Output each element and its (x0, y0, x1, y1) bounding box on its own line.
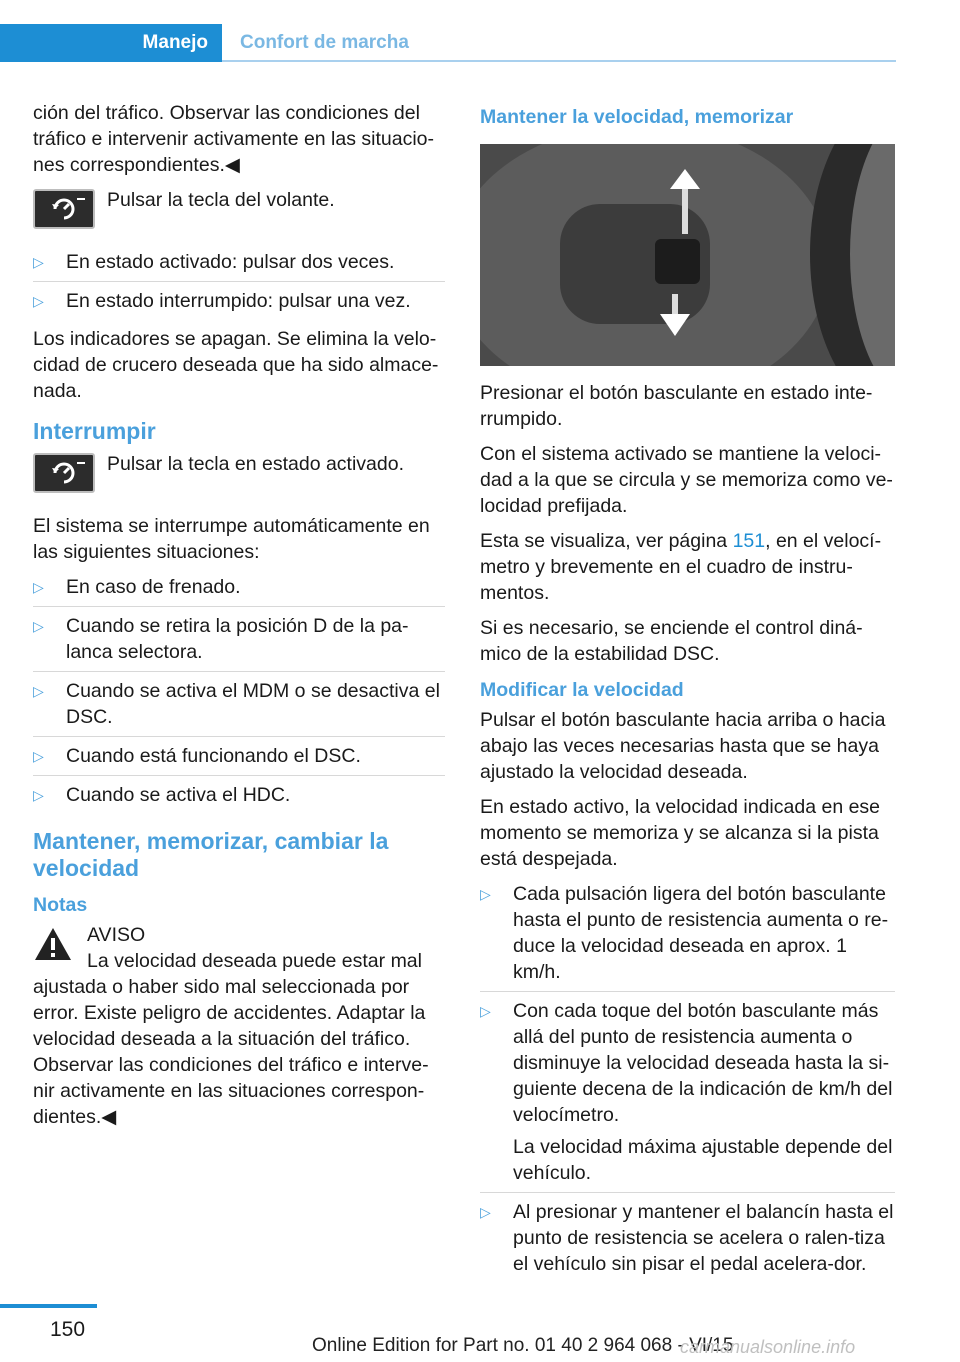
bullet-triangle-icon: ▷ (33, 683, 44, 699)
list-item: ▷ Cuando se activa el MDM o se desactiva el DSC. (33, 678, 445, 737)
paragraph: Pulsar el botón basculante hacia arriba o hacia abajo las veces necesarias hasta que se haya ajustado la velocidad deseada. (480, 709, 886, 783)
cruise-control-key-icon (33, 453, 95, 493)
footer-accent-line (0, 1304, 97, 1308)
page-reference-link[interactable]: 151 (732, 530, 766, 552)
list-item: ▷ Cuando está funcionando el DSC. (33, 743, 445, 776)
list-item: ▷ Con cada toque del botón basculante más allá del punto de resistencia aumenta o disminuye la velocidad deseada hasta la si‐guiente decena de la indicación de km/h del velocímetro. La velocidad máxima ajustable depende del vehículo. (480, 998, 895, 1193)
list-item: ▷ En estado interrumpido: pulsar una vez. (33, 290, 411, 312)
paragraph: Los indicadores se apagan. Se elimina la velo‐cidad de crucero deseada que ha sido almace‐nada. (33, 328, 439, 402)
subsection-heading: Notas (33, 894, 88, 916)
bullet-triangle-icon: ▷ (33, 254, 44, 270)
subsection-heading: Modificar la velocidad (480, 679, 684, 701)
left-column (33, 100, 445, 1139)
key-instruction (33, 187, 445, 237)
bullet-list (33, 249, 445, 320)
warning-triangle-icon (33, 926, 73, 962)
page-number: 150 (50, 1318, 86, 1341)
paragraph: Esta se visualiza, ver página 151, en el velocí‐metro y brevemente en el cuadro de instru‐mentos. (480, 530, 882, 604)
watermark: carmanualsonline.info (680, 1337, 856, 1357)
right-column (480, 100, 895, 1289)
warning-note (33, 922, 445, 948)
section-heading: Mantener, memorizar, cambiar la velocidad (33, 828, 389, 881)
tab-manejo[interactable]: Manejo (0, 24, 222, 62)
bullet-triangle-icon: ▷ (33, 787, 44, 803)
chapter-header (0, 0, 960, 62)
list-item: ▷ Cada pulsación ligera del botón basculante hasta el punto de resistencia aumenta o re‐duce la velocidad deseada en aprox. 1 km/h. (480, 881, 895, 992)
bullet-triangle-icon: ▷ (480, 1204, 491, 1220)
warning-text: La velocidad deseada puede estar mal ajustada o haber sido mal seleccionada por error. Existe peligro de accidentes. Adaptar la velocidad deseada a la situación del tráfico. Observar las condiciones del tráfico e interve‐nir activamente en las situaciones correspon‐dientes.◀ (33, 950, 429, 1128)
list-item: ▷ Al presionar y mantener el balancín hasta el punto de resistencia se acelera o ralen‐tiza el vehículo sin pisar el pedal acelera‐dor. (480, 1201, 894, 1275)
paragraph: Presionar el botón basculante en estado inte‐rrumpido. (480, 382, 873, 430)
list-item: ▷ Cuando se activa el HDC. (33, 784, 291, 806)
bullet-triangle-icon: ▷ (480, 886, 491, 902)
key-instruction (33, 451, 445, 501)
list-item: ▷ En estado activado: pulsar dos veces. (33, 249, 445, 282)
list-item: ▷ Cuando se retira la posición D de la pa‐lanca selectora. (33, 613, 445, 672)
edition-text: Online Edition for Part no. 01 40 2 964 068 - VI/15 (312, 1335, 734, 1356)
bullet-triangle-icon: ▷ (33, 293, 44, 309)
warning-label: AVISO (87, 924, 146, 946)
key-instruction-text: Pulsar la tecla del volante. (107, 189, 335, 211)
section-heading: Interrumpir (33, 418, 156, 444)
bullet-triangle-icon: ▷ (33, 748, 44, 764)
bullet-triangle-icon: ▷ (33, 579, 44, 595)
paragraph: En estado activo, la velocidad indicada en ese momento se memoriza y se alcanza si la pista está despejada. (480, 796, 881, 870)
paragraph: El sistema se interrumpe automáticamente en las siguientes situaciones: (33, 515, 430, 563)
tab-confort-de-marcha[interactable]: Confort de marcha (222, 24, 896, 62)
subsection-heading: Mantener la velocidad, memorizar (480, 106, 794, 128)
bullet-triangle-icon: ▷ (480, 1003, 491, 1019)
bullet-list (33, 574, 445, 814)
steering-wheel-rocker-image (480, 144, 895, 366)
key-instruction-text: Pulsar la tecla en estado activado. (107, 453, 405, 475)
paragraph: Si es necesario, se enciende el control diná‐mico de la estabilidad DSC. (480, 617, 863, 665)
list-item: ▷ En caso de frenado. (33, 574, 445, 607)
paragraph: Con el sistema activado se mantiene la veloci‐dad a la que se circula y se memoriza como ve‐locidad prefijada. (480, 443, 893, 517)
bullet-triangle-icon: ▷ (33, 618, 44, 634)
paragraph: ción del tráfico. Observar las condiciones del tráfico e intervenir activamente en las situacio‐nes correspondientes.◀ (33, 102, 435, 176)
bullet-list (480, 881, 895, 1283)
cruise-control-key-icon (33, 189, 95, 229)
